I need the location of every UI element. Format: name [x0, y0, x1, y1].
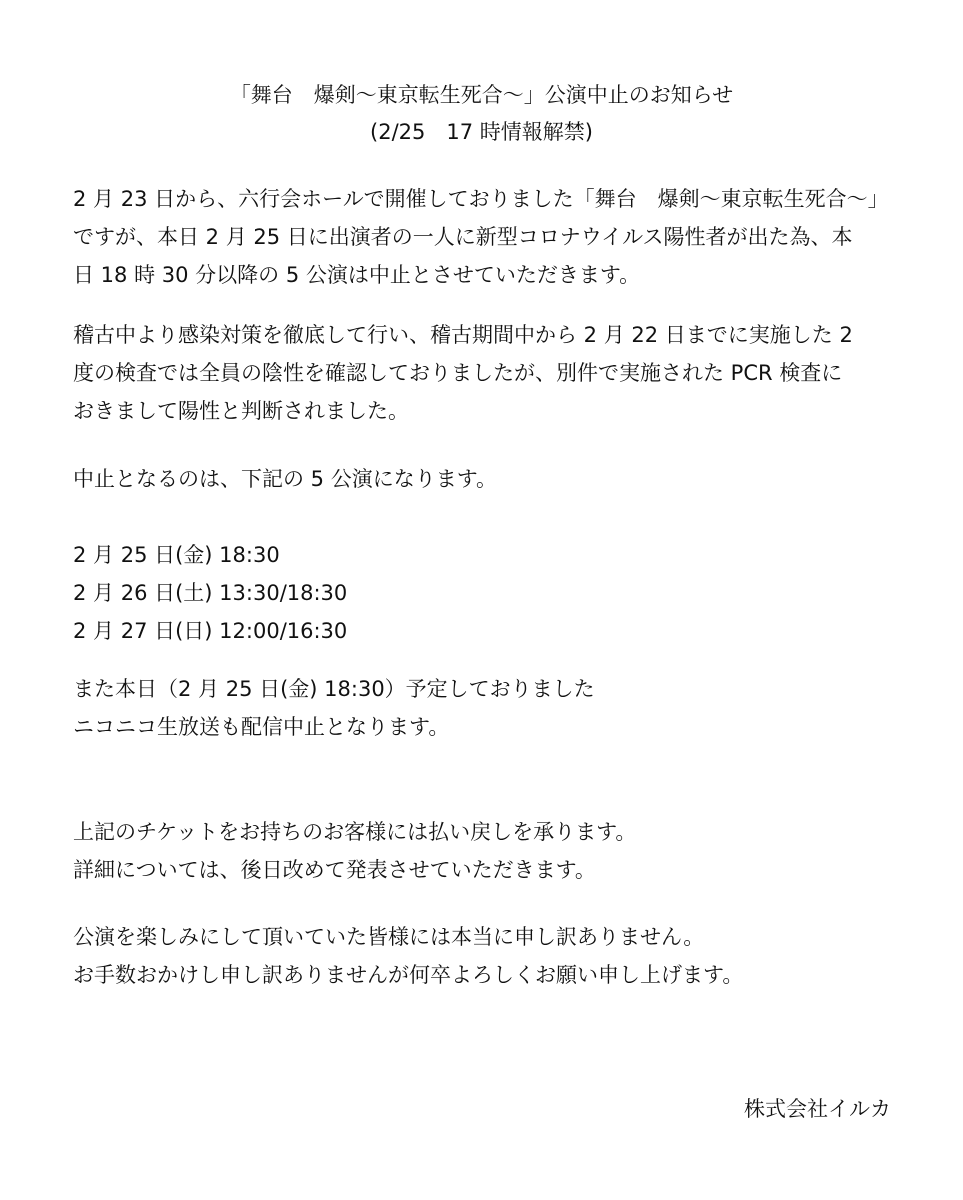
paragraph-testing-details	[73, 316, 853, 430]
text-line: 上記のチケットをお持ちのお客様には払い戻しを承ります。	[73, 820, 637, 844]
text-line: ニコニコ生放送も配信中止となります。	[73, 715, 450, 739]
paragraph-refund	[73, 813, 636, 889]
text-line: 度の検査では全員の陰性を確認しておりましたが、別件で実施された PCR 検査に	[73, 361, 843, 385]
performance-item: 2 月 26 日(土) 13:30/18:30	[73, 581, 348, 605]
paragraph-apology	[73, 918, 743, 994]
text-line: 日 18 時 30 分以降の 5 公演は中止とさせていただきます。	[73, 263, 641, 287]
title-subline: (2/25 17 時情報解禁)	[370, 120, 593, 144]
company-signature: 株式会社イルカ	[744, 1097, 891, 1121]
performance-item: 2 月 27 日(日) 12:00/16:30	[73, 619, 348, 643]
text-line: 中止となるのは、下記の 5 公演になります。	[73, 467, 498, 491]
text-line: お手数おかけし申し訳ありませんが何卒よろしくお願い申し上げます。	[73, 963, 744, 987]
paragraph-announcement	[73, 180, 889, 294]
paragraph-broadcast-cancel	[73, 670, 595, 746]
text-line: ですが、本日 2 月 25 日に出演者の一人に新型コロナウイルス陽性者が出た為、本	[73, 225, 853, 249]
text-line: おきまして陽性と判断されました。	[73, 399, 409, 423]
text-line: また本日（2 月 25 日(金) 18:30）予定しておりました	[73, 677, 595, 701]
text-line: 2 月 23 日から、六行会ホールで開催しておりました「舞台 爆剣～東京転生死合～」	[73, 187, 889, 211]
text-line: 詳細については、後日改めて発表させていただきます。	[73, 858, 596, 882]
paragraph-cancelled-intro	[73, 460, 497, 498]
text-line: 公演を楽しみにして頂いていた皆様には本当に申し訳ありません。	[73, 925, 705, 949]
notice-title	[0, 77, 963, 151]
performance-item: 2 月 25 日(金) 18:30	[73, 543, 280, 567]
title-line: 「舞台 爆剣～東京転生死合～」公演中止のお知らせ	[229, 83, 734, 107]
cancelled-performances-list	[73, 536, 347, 650]
text-line: 稽古中より感染対策を徹底して行い、稽古期間中から 2 月 22 日までに実施した 2	[73, 323, 853, 347]
